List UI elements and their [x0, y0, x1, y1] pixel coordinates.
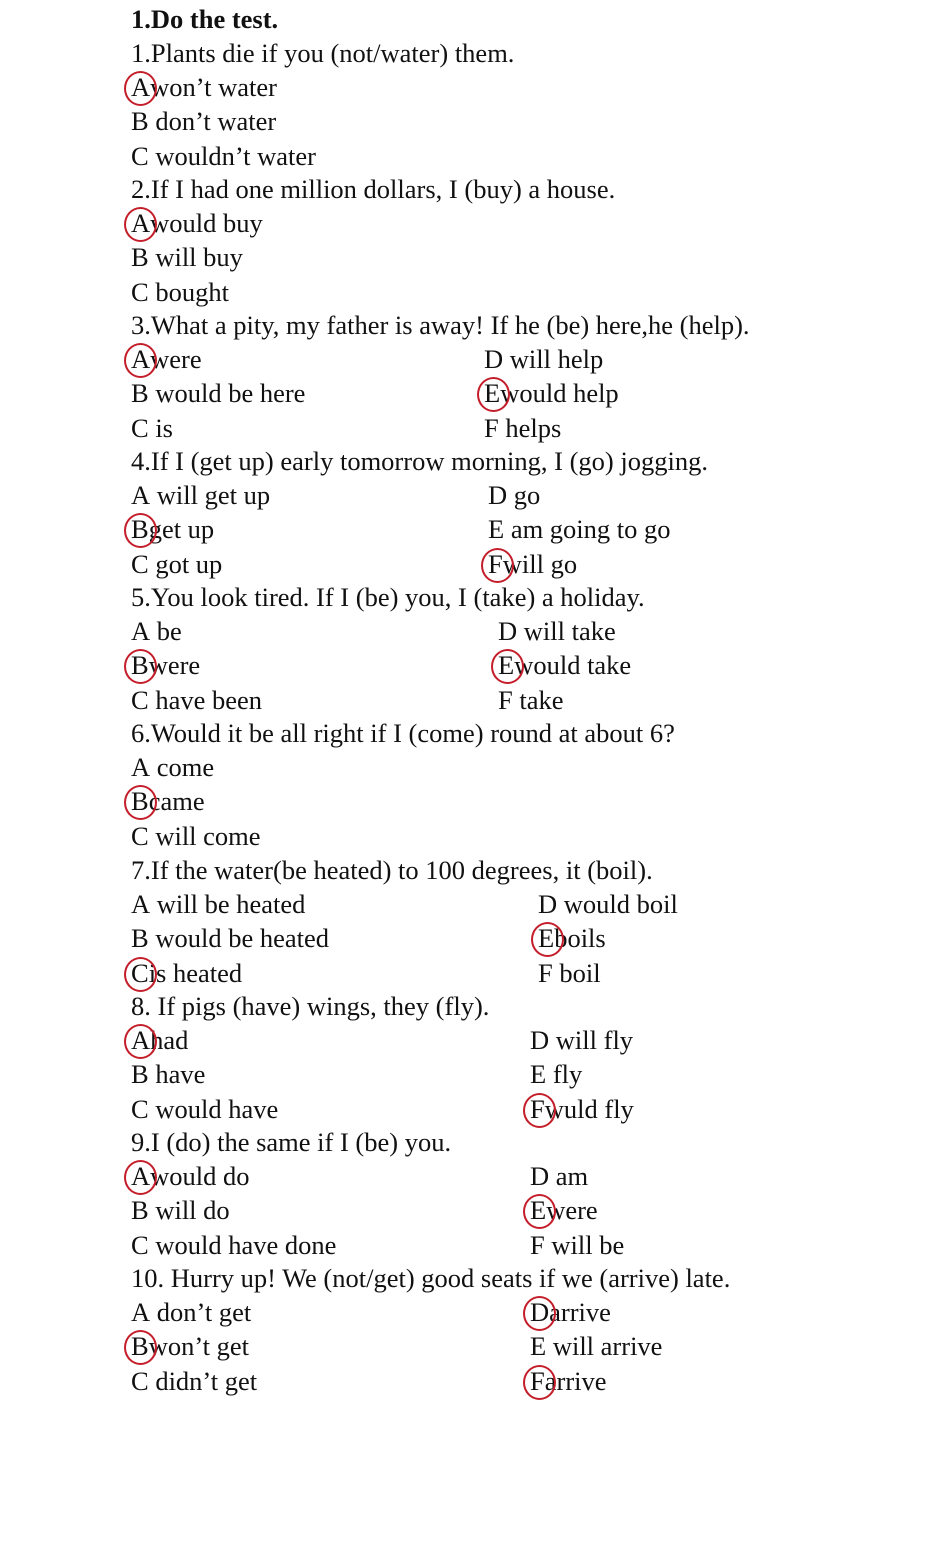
circled-option-letter: F [488, 548, 503, 579]
answer-option-a[interactable] [131, 1023, 188, 1057]
answer-option-d[interactable] [488, 478, 540, 512]
circled-option-letter: F [530, 1093, 545, 1124]
option-text: be [150, 616, 182, 647]
option-letter: F [484, 412, 499, 443]
question-text: 3.What a pity, my father is away! If he (be) here,he (help). [131, 310, 750, 340]
worksheet-heading: 1.Do the test. [131, 4, 279, 34]
answer-option-b[interactable] [131, 1329, 249, 1363]
option-text: have [148, 1059, 206, 1090]
option-letter: F [538, 957, 553, 988]
option-text: arrive [544, 1365, 607, 1396]
option-text: won’t water [150, 72, 277, 103]
option-letter: C [131, 1229, 149, 1260]
answer-option-b[interactable] [131, 1057, 205, 1091]
answer-option-b[interactable] [131, 512, 214, 546]
answer-option-f[interactable] [498, 683, 564, 717]
answer-option-b[interactable] [131, 648, 200, 682]
option-letter: A [131, 1297, 151, 1328]
option-letter: B [131, 378, 149, 409]
option-text: am [549, 1161, 589, 1192]
option-text: will take [517, 616, 616, 647]
option-letter: E [530, 1059, 547, 1090]
option-text: is [148, 412, 173, 443]
answer-option-f[interactable] [530, 1228, 624, 1262]
question-text: 8. If pigs (have) wings, they (fly). [131, 991, 490, 1021]
option-text: take [512, 684, 564, 715]
option-text: will do [148, 1195, 230, 1226]
option-letter: A [131, 889, 151, 920]
circled-option-letter: B [131, 786, 149, 817]
option-text: will come [148, 820, 261, 851]
answer-option-a[interactable] [131, 887, 305, 921]
answer-option-e[interactable] [530, 1329, 662, 1363]
option-text: don’t get [150, 1297, 252, 1328]
answer-option-c[interactable] [131, 1364, 257, 1398]
circled-option-letter: E [498, 650, 515, 681]
option-letter: E [488, 514, 505, 545]
option-letter: C [131, 140, 149, 171]
circled-option-letter: F [530, 1365, 545, 1396]
option-letter: D [484, 344, 504, 375]
answer-option-d[interactable] [498, 614, 616, 648]
circled-option-letter: B [131, 1331, 149, 1362]
question-text: 4.If I (get up) early tomorrow morning, I (go) jogging. [131, 446, 708, 476]
option-text: am going to go [504, 514, 671, 545]
option-text: arrive [549, 1297, 611, 1328]
option-text: would have [148, 1093, 279, 1124]
option-text: will go [502, 548, 578, 579]
question-text: 1.Plants die if you (not/water) them. [131, 38, 515, 68]
option-letter: A [131, 752, 151, 783]
option-text: had [150, 1025, 189, 1056]
option-text: got up [148, 548, 223, 579]
answer-option-d[interactable] [530, 1023, 633, 1057]
answer-option-e[interactable] [498, 648, 631, 682]
option-text: would be here [148, 378, 306, 409]
option-text: will get up [150, 480, 271, 511]
option-text: is heated [148, 957, 243, 988]
option-letter: B [131, 1059, 149, 1090]
answer-option-b[interactable] [131, 784, 205, 818]
option-letter: C [131, 1365, 149, 1396]
option-letter: A [131, 480, 151, 511]
option-letter: C [131, 276, 149, 307]
question-text: 2.If I had one million dollars, I (buy) a house. [131, 174, 616, 204]
answer-option-b[interactable] [131, 240, 243, 274]
option-letter: B [131, 1195, 149, 1226]
circled-option-letter: A [131, 1161, 151, 1192]
option-letter: B [131, 923, 149, 954]
option-text: will buy [148, 242, 243, 273]
circled-option-letter: E [484, 378, 501, 409]
question-text: 9.I (do) the same if I (be) you. [131, 1127, 452, 1157]
option-letter: D [488, 480, 508, 511]
circled-option-letter: A [131, 72, 151, 103]
option-letter: D [530, 1025, 550, 1056]
answer-option-e[interactable] [484, 376, 619, 410]
option-text: will fly [549, 1025, 634, 1056]
option-text: would take [514, 650, 632, 681]
question-text: 10. Hurry up! We (not/get) good seats if we (arrive) late. [131, 1263, 731, 1293]
option-text: won’t get [148, 1331, 250, 1362]
answer-option-f[interactable] [530, 1364, 607, 1398]
circled-option-letter: A [131, 344, 151, 375]
answer-option-c[interactable] [131, 547, 222, 581]
option-text: get up [148, 514, 215, 545]
answer-option-b[interactable] [131, 1193, 230, 1227]
answer-option-c[interactable] [131, 956, 242, 990]
option-text: fly [546, 1059, 583, 1090]
option-text: were [148, 650, 201, 681]
answer-option-c[interactable] [131, 683, 262, 717]
answer-option-b[interactable] [131, 921, 329, 955]
option-letter: B [131, 106, 149, 137]
answer-option-a[interactable] [131, 614, 182, 648]
option-text: would help [500, 378, 619, 409]
option-text: will be [544, 1229, 625, 1260]
option-letter: F [530, 1229, 545, 1260]
option-letter: D [498, 616, 518, 647]
answer-option-f[interactable] [538, 956, 601, 990]
circled-option-letter: E [538, 923, 555, 954]
answer-option-f[interactable] [488, 547, 577, 581]
answer-option-c[interactable] [131, 1228, 336, 1262]
answer-option-a[interactable] [131, 478, 270, 512]
circled-option-letter: A [131, 208, 151, 239]
answer-option-d[interactable] [530, 1159, 588, 1193]
option-letter: C [131, 548, 149, 579]
question-text: 6.Would it be all right if I (come) round at about 6? [131, 718, 675, 748]
circled-option-letter: D [530, 1297, 550, 1328]
option-letter: C [131, 820, 149, 851]
answer-option-b[interactable] [131, 104, 276, 138]
option-letter: F [498, 684, 513, 715]
answer-option-d[interactable] [530, 1295, 611, 1329]
option-letter: B [131, 242, 149, 273]
answer-option-e[interactable] [530, 1057, 582, 1091]
circled-option-letter: C [131, 957, 149, 988]
option-text: come [150, 752, 215, 783]
answer-option-c[interactable] [131, 1092, 278, 1126]
answer-option-c[interactable] [131, 819, 261, 853]
option-text: would buy [150, 208, 263, 239]
answer-option-a[interactable] [131, 70, 277, 104]
answer-option-c[interactable] [131, 275, 229, 309]
answer-option-a[interactable] [131, 342, 202, 376]
option-text: were [150, 344, 202, 375]
option-text: go [507, 480, 541, 511]
answer-option-a[interactable] [131, 1159, 250, 1193]
option-letter: C [131, 412, 149, 443]
option-text: came [148, 786, 205, 817]
question-text: 5.You look tired. If I (be) you, I (take) a holiday. [131, 582, 645, 612]
option-letter: C [131, 1093, 149, 1124]
option-text: wuld fly [544, 1093, 634, 1124]
option-text: don’t water [148, 106, 277, 137]
option-text: would do [150, 1161, 250, 1192]
option-letter: D [538, 889, 558, 920]
circled-option-letter: B [131, 514, 149, 545]
option-letter: E [530, 1331, 547, 1362]
option-letter: A [131, 616, 151, 647]
answer-option-f[interactable] [484, 411, 561, 445]
option-text: wouldn’t water [148, 140, 316, 171]
answer-option-f[interactable] [530, 1092, 634, 1126]
answer-option-c[interactable] [131, 139, 316, 173]
answer-option-e[interactable] [488, 512, 671, 546]
answer-option-a[interactable] [131, 1295, 251, 1329]
option-text: boils [554, 923, 606, 954]
option-text: didn’t get [148, 1365, 258, 1396]
option-letter: D [530, 1161, 550, 1192]
option-text: will be heated [150, 889, 306, 920]
answer-option-d[interactable] [484, 342, 603, 376]
answer-option-e[interactable] [538, 921, 606, 955]
answer-option-a[interactable] [131, 206, 263, 240]
option-text: have been [148, 684, 262, 715]
circled-option-letter: B [131, 650, 149, 681]
option-letter: C [131, 684, 149, 715]
answer-option-d[interactable] [538, 887, 678, 921]
option-text: bought [148, 276, 229, 307]
circled-option-letter: A [131, 1025, 151, 1056]
option-text: will help [503, 344, 604, 375]
option-text: would be heated [148, 923, 329, 954]
answer-option-c[interactable] [131, 411, 173, 445]
option-text: boil [552, 957, 601, 988]
question-text: 7.If the water(be heated) to 100 degrees, it (boil). [131, 855, 653, 885]
answer-option-a[interactable] [131, 750, 214, 784]
option-text: helps [498, 412, 562, 443]
option-text: will arrive [546, 1331, 663, 1362]
answer-option-e[interactable] [530, 1193, 598, 1227]
option-text: would have done [148, 1229, 337, 1260]
answer-option-b[interactable] [131, 376, 305, 410]
option-text: would boil [557, 889, 678, 920]
option-text: were [546, 1195, 598, 1226]
circled-option-letter: E [530, 1195, 547, 1226]
